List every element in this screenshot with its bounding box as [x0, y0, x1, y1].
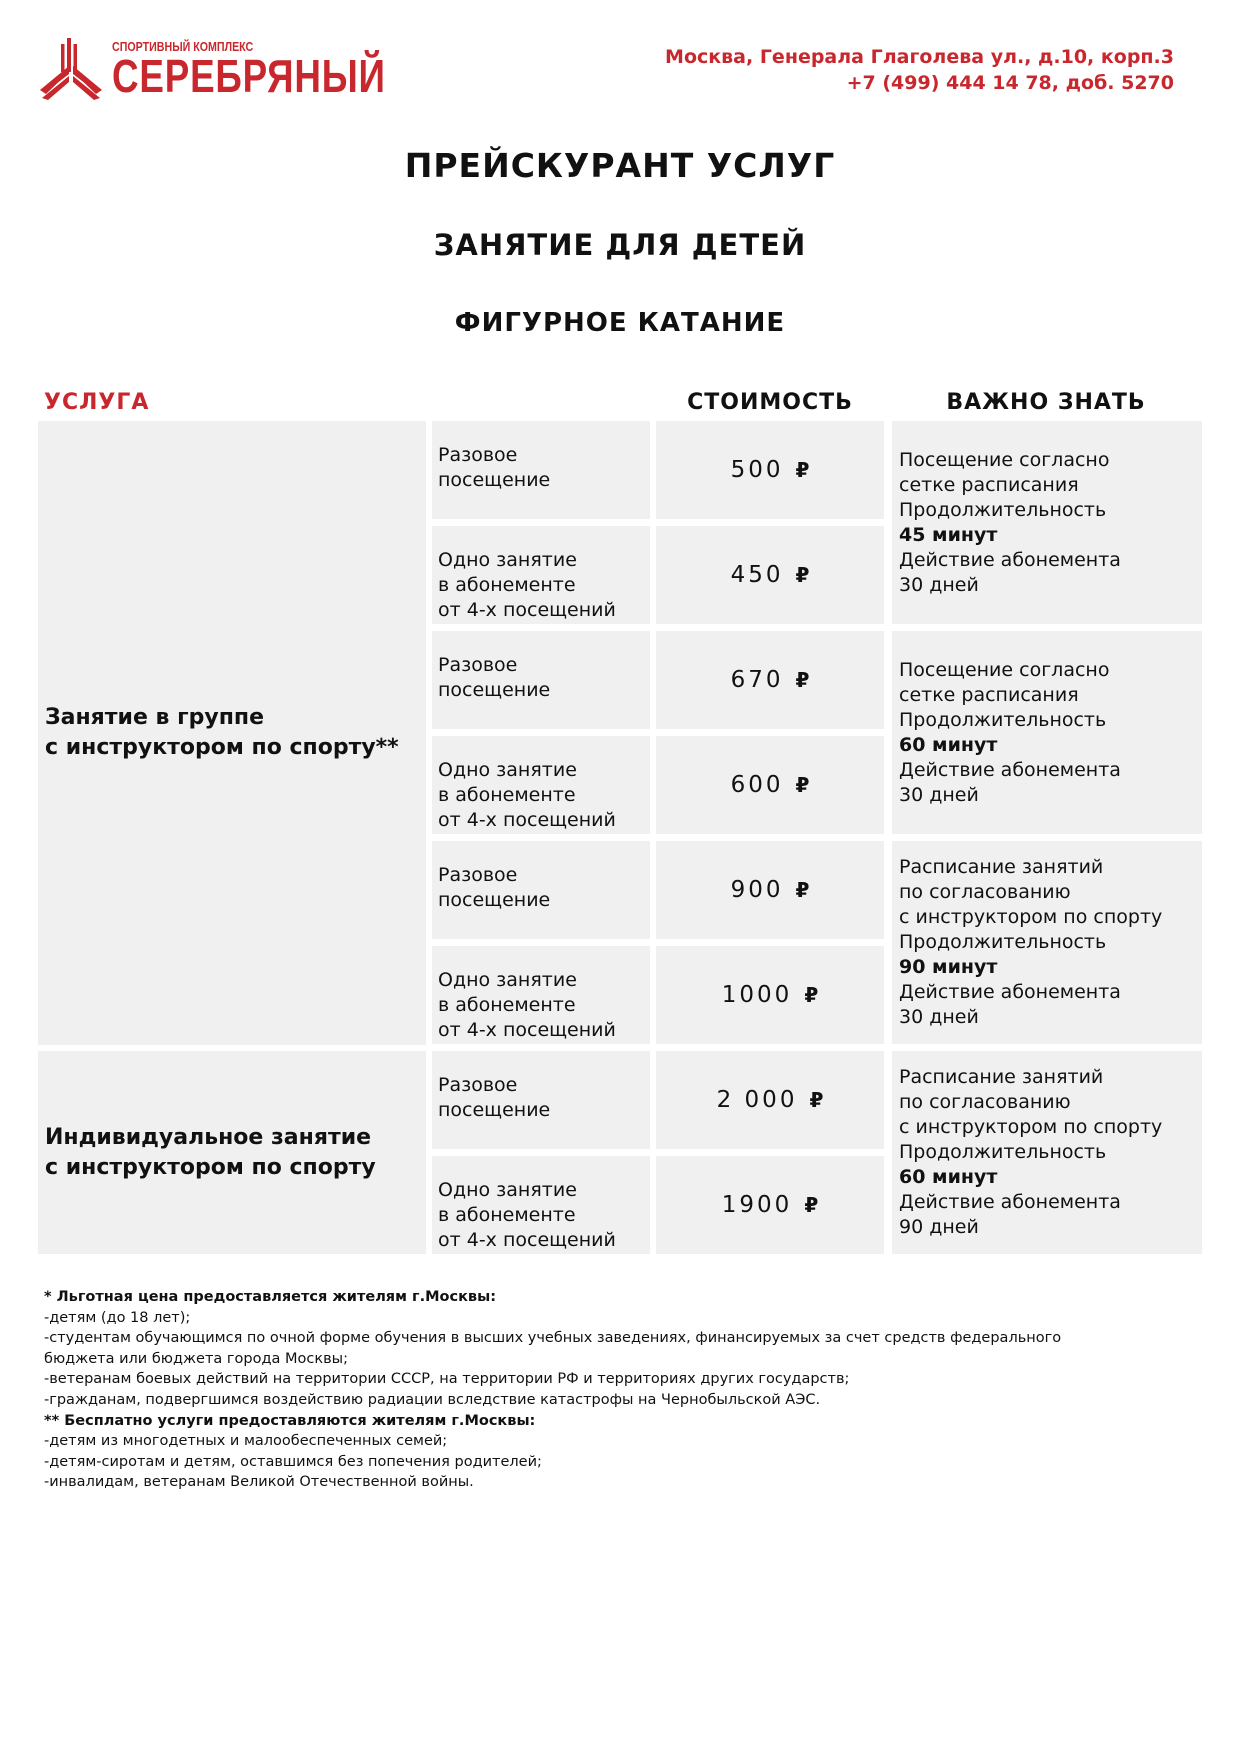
info-block: [892, 631, 1202, 834]
service-individual-line1: Индивидуальное занятие: [45, 1124, 372, 1150]
info-line: 30 дней: [899, 573, 979, 596]
footnote-item: -студентам обучающимся по очной форме обучения в высших учебных заведениях, финансируемых за счет средств федерального: [44, 1330, 1062, 1347]
option-label-line: в абонементе: [438, 1204, 576, 1226]
option-label-line: Разовое: [438, 444, 518, 466]
info-line: сетке расписания: [899, 473, 1079, 496]
info-line: Действие абонемента: [899, 758, 1121, 781]
column-header-service: УСЛУГА: [44, 390, 150, 415]
info-line: Действие абонемента: [899, 548, 1121, 571]
price-value: 450: [730, 562, 784, 588]
info-line: Расписание занятий: [899, 856, 1104, 878]
footnote-item: бюджета или бюджета города Москвы;: [44, 1350, 348, 1367]
phone: +7 (499) 444 14 78, доб. 5270: [846, 72, 1174, 94]
option-single: [432, 421, 650, 519]
option-subscription: [432, 736, 650, 834]
service-group: [38, 421, 426, 1045]
option-label-line: Одно занятие: [438, 549, 577, 571]
footnote-item: -инвалидам, ветеранам Великой Отечественной войны.: [44, 1474, 474, 1491]
ruble-icon: ₽: [795, 563, 810, 587]
option-label-line: Одно занятие: [438, 969, 577, 991]
logo: [38, 36, 386, 106]
footnote-item: -ветеранам боевых действий на территории СССР, на территории РФ и территориях других государств;: [44, 1371, 850, 1388]
logo-subtitle: СПОРТИВНЫЙ КОМПЛЕКС: [112, 39, 254, 54]
option-label-line: посещение: [438, 889, 551, 911]
price-cell: [656, 1051, 884, 1149]
info-block: [892, 1051, 1202, 1254]
info-line: Продолжительность: [899, 1141, 1107, 1163]
option-label-line: от 4-х посещений: [438, 809, 616, 831]
info-line: Действие абонемента: [899, 1191, 1121, 1213]
option-single: [432, 631, 650, 729]
info-line: по согласованию: [899, 1091, 1071, 1113]
service-individual-line2: с инструктором по спорту: [45, 1154, 376, 1180]
price-value: 1900: [721, 1192, 793, 1218]
info-line: Расписание занятий: [899, 1066, 1104, 1088]
option-label-line: Одно занятие: [438, 759, 577, 781]
ruble-icon: ₽: [804, 1193, 819, 1217]
logo-name: СЕРЕБРЯНЫЙ: [112, 50, 386, 102]
price-cell: [656, 421, 884, 519]
price-value: 900: [730, 877, 784, 903]
info-line: 90 дней: [899, 1216, 979, 1238]
option-label-line: от 4-х посещений: [438, 1019, 616, 1041]
service-group-line1: Занятие в группе: [45, 705, 265, 730]
info-line: Посещение согласно: [899, 658, 1110, 681]
info-line: Посещение согласно: [899, 448, 1110, 471]
footnote-item: -детям-сиротам и детям, оставшимся без попечения родителей;: [44, 1453, 542, 1470]
address: Москва, Генерала Глаголева ул., д.10, корп.3: [665, 46, 1174, 68]
option-label-line: от 4-х посещений: [438, 1229, 616, 1251]
info-line: Действие абонемента: [899, 981, 1121, 1003]
page-title: ПРЕЙСКУРАНТ УСЛУГ: [404, 146, 836, 185]
option-subscription: [432, 946, 650, 1044]
info-line: сетке расписания: [899, 683, 1079, 706]
column-header-price: СТОИМОСТЬ: [687, 390, 853, 415]
ruble-icon: ₽: [804, 983, 819, 1007]
category-title: ФИГУРНОЕ КАТАНИЕ: [454, 308, 786, 338]
price-cell: [656, 631, 884, 729]
column-header-info: ВАЖНО ЗНАТЬ: [946, 390, 1146, 415]
info-line: с инструктором по спорту: [899, 1116, 1163, 1138]
logo-emblem-icon: [38, 36, 104, 100]
price-cell: [656, 736, 884, 834]
price-value: 2 000: [716, 1087, 798, 1113]
info-line: Продолжительность: [899, 931, 1107, 953]
info-line: Продолжительность: [899, 498, 1107, 521]
option-subscription: [432, 1156, 650, 1254]
option-label-line: Разовое: [438, 1074, 518, 1096]
info-line: по согласованию: [899, 881, 1071, 903]
option-label-line: посещение: [438, 469, 551, 491]
info-line: с инструктором по спорту: [899, 906, 1163, 928]
price-cell: [656, 946, 884, 1044]
option-label-line: Разовое: [438, 864, 518, 886]
ruble-icon: ₽: [795, 773, 810, 797]
price-value: 500: [730, 457, 784, 483]
info-block: [892, 421, 1202, 624]
info-line: 60 минут: [899, 733, 998, 756]
info-block: [892, 841, 1202, 1044]
info-line: 30 дней: [899, 1006, 979, 1028]
price-cell: [656, 841, 884, 939]
price-value: 600: [730, 772, 784, 798]
service-group-line2: с инструктором по спорту**: [45, 735, 399, 760]
option-label-line: Одно занятие: [438, 1179, 577, 1201]
option-label-line: в абонементе: [438, 574, 576, 596]
info-line: 30 дней: [899, 783, 979, 806]
price-value: 1000: [721, 982, 793, 1008]
service-individual: [38, 1051, 426, 1254]
option-single: [432, 1051, 650, 1149]
option-label-line: посещение: [438, 679, 551, 701]
option-subscription: [432, 526, 650, 624]
option-label-line: в абонементе: [438, 994, 576, 1016]
ruble-icon: ₽: [809, 1088, 824, 1112]
footnote-item: -детям (до 18 лет);: [44, 1309, 191, 1326]
option-label-line: посещение: [438, 1099, 551, 1121]
ruble-icon: ₽: [795, 458, 810, 482]
contacts: [665, 44, 1174, 96]
ruble-icon: ₽: [795, 668, 810, 692]
page-subtitle: ЗАНЯТИЕ ДЛЯ ДЕТЕЙ: [433, 228, 807, 262]
footnote-item: -детям из многодетных и малообеспеченных семей;: [44, 1433, 448, 1450]
footnote-item: -гражданам, подвергшимся воздействию радиации вследствие катастрофы на Чернобыльской АЭС.: [44, 1391, 821, 1408]
footnotes: [44, 1287, 1204, 1493]
info-line: 45 минут: [899, 523, 998, 546]
ruble-icon: ₽: [795, 878, 810, 902]
footnote-heading-discount: * Льготная цена предоставляется жителям г.Москвы:: [44, 1289, 497, 1305]
option-single: [432, 841, 650, 939]
info-line: Продолжительность: [899, 708, 1107, 731]
info-line: 60 минут: [899, 1166, 998, 1188]
option-label-line: от 4-х посещений: [438, 599, 616, 621]
info-line: 90 минут: [899, 956, 998, 978]
price-value: 670: [730, 667, 784, 693]
option-label-line: Разовое: [438, 654, 518, 676]
price-cell: [656, 1156, 884, 1254]
footnote-heading-free: ** Бесплатно услуги предоставляются жителям г.Москвы:: [44, 1412, 536, 1429]
price-cell: [656, 526, 884, 624]
option-label-line: в абонементе: [438, 784, 576, 806]
